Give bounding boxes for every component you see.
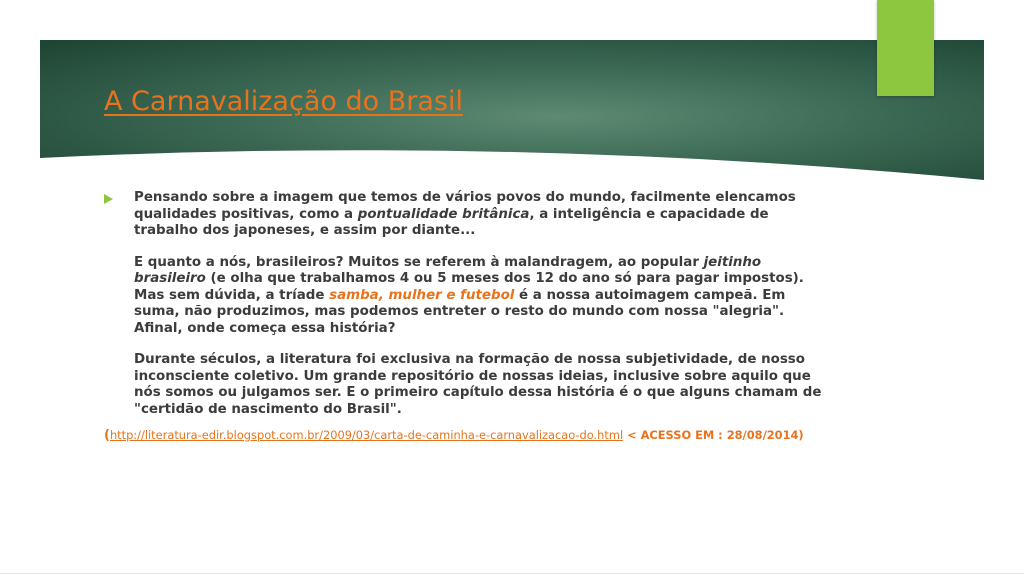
p2-highlight: samba, mulher e futebol — [329, 287, 515, 303]
triangle-right-icon — [104, 194, 113, 204]
slide-title[interactable]: A Carnavalização do Brasil — [104, 86, 463, 117]
p2-text-e: é a nossa autoimagem campeã. Em suma, não produzimos, mas podemos entreter o resto do mundo com nossa "alegria". Afinal, onde começa essa história? — [134, 287, 786, 336]
source-access-date: < ACESSO EM : 28/08/2014) — [623, 428, 804, 442]
p2-text-a: E quanto a nós, brasileiros? Muitos se referem à malandragem, ao popular — [134, 254, 704, 270]
source-citation — [104, 427, 824, 444]
paragraph-2 — [134, 255, 824, 338]
source-open-paren: ( — [104, 428, 110, 443]
p1-text-a: Pensando sobre a imagem que temos de vários povos do mundo, facilmente elencamos qualidades positivas, como a — [134, 190, 796, 222]
paragraph-3: Durante séculos, a literatura foi exclusiva na formação de nossa subjetividade, de nosso inconsciente coletivo. Um grande repositório de nossas ideias, inclusive sobre aquilo que nós somos ou julgamos ser. E o primeiro capítulo dessa história é o que alguns chamam de "certidão de nascimento do Brasil". — [134, 352, 822, 417]
bullet-item — [104, 190, 824, 418]
p2-text-c: (e olha que trabalhamos 4 ou 5 meses dos 12 do ano só para pagar impostos). Mas sem dúvida, a tríade — [134, 271, 804, 303]
bottom-divider — [0, 573, 1024, 574]
p1-text-c: , a inteligência e capacidade de trabalho dos japoneses, e assim por diante... — [134, 206, 769, 238]
accent-tab — [877, 0, 934, 96]
p2-emphasis: jeitinho brasileiro — [134, 254, 762, 286]
p1-emphasis: pontualidade britânica — [357, 206, 530, 222]
paragraph-1 — [134, 190, 824, 240]
source-link[interactable]: http://literatura-edir.blogspot.com.br/2009/03/carta-de-caminha-e-carnavalizacao-do.html — [109, 428, 624, 442]
content-area — [104, 190, 824, 444]
